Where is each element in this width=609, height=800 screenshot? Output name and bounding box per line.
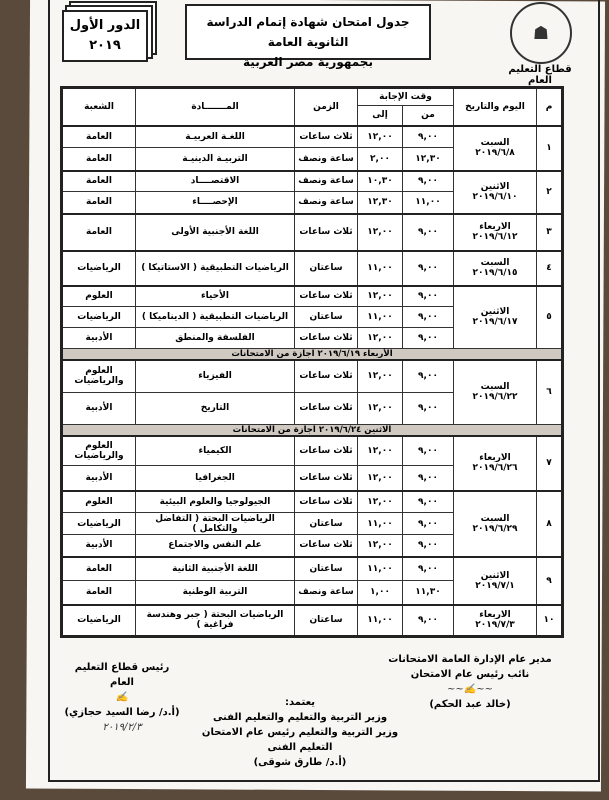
footer-signatory-left: [62, 660, 182, 735]
end-time: ١١,٠٠: [358, 251, 403, 286]
end-time: ١٠,٣٠: [358, 171, 403, 192]
start-time: ١١,٣٠: [403, 581, 454, 605]
branch: الأدبية: [62, 466, 136, 491]
duration: ثلاث ساعات: [295, 436, 358, 466]
end-time: ١٢,٠٠: [358, 360, 403, 392]
subject: الكيمياء: [136, 436, 295, 466]
minister-title: وزير التربية والتعليم والتعليم الفنى: [212, 712, 388, 723]
end-time: ١٢,٣٠: [358, 192, 403, 214]
start-time: ٩,٠٠: [403, 466, 454, 491]
exam-day: السبت: [480, 382, 510, 393]
start-time: ٩,٠٠: [403, 392, 454, 424]
duration: ساعة ونصف: [295, 581, 358, 605]
signatory-name: (خالد عبد الحكم): [429, 699, 511, 710]
exam-date: ٢٠١٩/٦/٢٢: [472, 392, 518, 403]
day-date-cell: [454, 491, 537, 557]
start-time: ٩,٠٠: [403, 286, 454, 307]
signature: ~~✍~~: [447, 684, 493, 695]
exam-date: ٢٠١٩/٦/٢٩: [472, 523, 518, 534]
signatory-subtitle: نائب رئيس عام الامتحان: [410, 669, 530, 680]
branch: العامة: [62, 581, 136, 605]
duration: ثلاث ساعات: [295, 214, 358, 251]
branch: الرياضيات: [62, 307, 136, 328]
subject: الجيولوجيا والعلوم البيئية: [136, 491, 295, 513]
subject: الأحياء: [136, 286, 295, 307]
end-time: ١٢,٠٠: [358, 214, 403, 251]
col-answer-time: وقت الإجابة: [358, 88, 454, 106]
start-time: ٩,٠٠: [403, 251, 454, 286]
exam-day: السبت: [480, 138, 510, 148]
subject: اللغة الأجنبية الثانية: [136, 557, 295, 581]
exam-day: الاثنين: [480, 307, 510, 318]
day-date-cell: [454, 557, 537, 605]
end-time: ١١,٠٠: [358, 513, 403, 535]
subject: اللغة الأجنبية الأولى: [136, 214, 295, 251]
end-time: ١٢,٠٠: [358, 436, 403, 466]
end-time: ١٢,٠٠: [358, 328, 403, 349]
day-date-cell: [454, 214, 537, 251]
subject: الفلسفة والمنطق: [136, 328, 295, 349]
subject: الاقتصــــاد: [136, 171, 295, 192]
exam-row: [62, 214, 563, 251]
duration: ثلاث ساعات: [295, 328, 358, 349]
subject: الرياضيات البحتة ( التفاضل والتكامل ): [136, 513, 295, 535]
duration: ساعتان: [295, 513, 358, 535]
approval-label: يعتمد:: [285, 697, 315, 708]
subject: الجغرافيا: [136, 466, 295, 491]
exam-row: [62, 286, 563, 307]
duration: ساعة ونصف: [295, 192, 358, 214]
exam-day: السبت: [480, 258, 510, 268]
exam-date: ٢٠١٩/٧/١: [475, 580, 515, 591]
signature: ✍: [115, 692, 129, 703]
end-time: ١٢,٠٠: [358, 535, 403, 557]
start-time: ٩,٠٠: [403, 535, 454, 557]
start-time: ٩,٠٠: [403, 307, 454, 328]
branch: العامة: [62, 214, 136, 251]
exam-day-number: ٧: [537, 436, 563, 491]
subject: التربيـة الدينيـة: [136, 148, 295, 171]
exam-round-badge: [62, 10, 148, 62]
branch: الأدبية: [62, 392, 136, 424]
exam-row: [62, 491, 563, 513]
exam-day: الاثنين: [480, 570, 510, 581]
branch: العلوم: [62, 286, 136, 307]
exam-day: الاربعاء: [479, 610, 511, 621]
day-date-cell: [454, 171, 537, 214]
exam-day-number: ٥: [537, 286, 563, 349]
signature-date: ٢٠١٩/٢/٣: [102, 722, 142, 733]
start-time: ٩,٠٠: [403, 557, 454, 581]
branch: الأدبية: [62, 328, 136, 349]
day-date-cell: [454, 126, 537, 171]
subject: الرياضيات التطبيقية ( الديناميكا ): [136, 307, 295, 328]
duration: ثلاث ساعات: [295, 535, 358, 557]
col-num: م: [537, 88, 563, 126]
end-time: ١٢,٠٠: [358, 286, 403, 307]
holiday-note: الأربعاء ٢٠١٩/٦/١٩ اجازة من الامتحانات: [62, 349, 563, 361]
exam-day-number: ٢: [537, 171, 563, 214]
day-date-cell: [454, 605, 537, 637]
end-time: ١١,٠٠: [358, 557, 403, 581]
exam-row: [62, 126, 563, 148]
start-time: ٩,٠٠: [403, 436, 454, 466]
exam-date: ٢٠١٩/٦/١٢: [472, 232, 518, 242]
round-year: ٢٠١٩: [89, 38, 121, 53]
signatory-title: رئيس قطاع التعليم العام: [74, 662, 170, 688]
start-time: ٩,٠٠: [403, 126, 454, 148]
branch: الرياضيات: [62, 605, 136, 637]
title-line-1: جدول امتحان شهادة إتمام الدراسة الثانوية العامة: [206, 15, 410, 49]
branch: العلوم والرياضيات: [62, 436, 136, 466]
exam-schedule-table: [60, 86, 564, 638]
col-branch: الشعبة: [62, 88, 136, 126]
end-time: ١٢,٠٠: [358, 491, 403, 513]
start-time: ٩,٠٠: [403, 513, 454, 535]
day-date-cell: [454, 251, 537, 286]
branch: العلوم والرياضيات: [62, 360, 136, 392]
start-time: ١١,٠٠: [403, 192, 454, 214]
branch: العامة: [62, 557, 136, 581]
exam-day-number: ٤: [537, 251, 563, 286]
exam-day-number: ١: [537, 126, 563, 171]
footer-approval: [200, 695, 400, 770]
start-time: ٩,٠٠: [403, 328, 454, 349]
branch: الرياضيات: [62, 513, 136, 535]
subject: التاريخ: [136, 392, 295, 424]
subject: علم النفس والاجتماع: [136, 535, 295, 557]
exam-date: ٢٠١٩/٦/١٧: [472, 317, 518, 328]
document-title: [185, 4, 431, 69]
exam-row: [62, 436, 563, 466]
branch: العلوم: [62, 491, 136, 513]
exam-row: [62, 605, 563, 637]
exam-day-number: ١٠: [537, 605, 563, 637]
branch: الرياضيات: [62, 251, 136, 286]
day-date-cell: [454, 436, 537, 491]
branch: الأدبية: [62, 535, 136, 557]
branch: العامة: [62, 192, 136, 214]
exam-date: ٢٠١٩/٧/٣: [475, 620, 515, 631]
exam-row: [62, 557, 563, 581]
minister-title-line3: التعليم الفنى: [267, 742, 333, 753]
minister-name: (أ.د/ طارق شوقى): [253, 757, 347, 768]
col-to: إلى: [358, 106, 403, 126]
exam-date: ٢٠١٩/٦/١٠: [472, 192, 518, 202]
duration: ثلاث ساعات: [295, 491, 358, 513]
col-subject: المـــــــادة: [136, 88, 295, 126]
start-time: ١٢,٣٠: [403, 148, 454, 171]
duration: ثلاث ساعات: [295, 392, 358, 424]
duration: ساعة ونصف: [295, 171, 358, 192]
title-line-2: بجمهورية مصر العربية: [243, 55, 373, 69]
end-time: ١١,٠٠: [358, 307, 403, 328]
exam-date: ٢٠١٩/٦/١٥: [472, 268, 518, 278]
exam-date: ٢٠١٩/٦/٨: [475, 148, 515, 158]
end-time: ١٢,٠٠: [358, 392, 403, 424]
subject: اللغـة العربيـة: [136, 126, 295, 148]
subject: الإحصــــاء: [136, 192, 295, 214]
exam-day: الاربعاء: [479, 453, 511, 463]
round-label: الدور الأول: [69, 18, 141, 33]
col-from: من: [403, 106, 454, 126]
duration: ثلاث ساعات: [295, 286, 358, 307]
col-day-date: اليوم والتاريخ: [454, 88, 537, 126]
exam-day: الاربعاء: [479, 222, 511, 232]
start-time: ٩,٠٠: [403, 605, 454, 637]
day-date-cell: [454, 286, 537, 349]
exam-day-number: ٦: [537, 360, 563, 424]
end-time: ٢,٠٠: [358, 148, 403, 171]
duration: ثلاث ساعات: [295, 466, 358, 491]
branch: العامة: [62, 126, 136, 148]
exam-day: السبت: [480, 513, 510, 524]
branch: العامة: [62, 148, 136, 171]
exam-day-number: ٩: [537, 557, 563, 605]
exam-row: [62, 171, 563, 192]
duration: ساعتان: [295, 557, 358, 581]
sector-label: قطاع التعليم العام: [508, 64, 572, 86]
duration: ساعتان: [295, 307, 358, 328]
subject: الفيزياء: [136, 360, 295, 392]
start-time: ٩,٠٠: [403, 491, 454, 513]
holiday-note: الاثنين ٢٠١٩/٦/٢٤ اجازة من الامتحانات: [62, 424, 563, 436]
exam-day-number: ٣: [537, 214, 563, 251]
duration: ساعتان: [295, 251, 358, 286]
ministry-logo: ☗: [510, 2, 572, 64]
start-time: ٩,٠٠: [403, 214, 454, 251]
holiday-row: [62, 424, 563, 436]
duration: ثلاث ساعات: [295, 126, 358, 148]
footer-signatory-right: [370, 652, 570, 712]
exam-day-number: ٨: [537, 491, 563, 557]
holiday-row: [62, 349, 563, 361]
signatory-name: (أ.د/ رضا السيد حجازي): [64, 707, 180, 718]
subject: التربية الوطنية: [136, 581, 295, 605]
start-time: ٩,٠٠: [403, 360, 454, 392]
col-duration: الزمن: [295, 88, 358, 126]
end-time: ١٢,٠٠: [358, 466, 403, 491]
day-date-cell: [454, 360, 537, 424]
end-time: ١,٠٠: [358, 581, 403, 605]
subject: الرياضيات التطبيقية ( الاستاتيكا ): [136, 251, 295, 286]
duration: ثلاث ساعات: [295, 360, 358, 392]
branch: العامة: [62, 171, 136, 192]
subject: الرياضيات البحتة ( جبر وهندسة فراغية ): [136, 605, 295, 637]
start-time: ٩,٠٠: [403, 171, 454, 192]
signatory-title: مدير عام الإدارة العامة الامتحانات: [388, 654, 552, 665]
duration: ساعتان: [295, 605, 358, 637]
exam-day: الاثنين: [480, 182, 510, 192]
end-time: ١١,٠٠: [358, 605, 403, 637]
exam-row: [62, 251, 563, 286]
minister-title-stamp: وزير التربية والتعليم رئيس عام الامتحان: [201, 727, 399, 738]
duration: ساعة ونصف: [295, 148, 358, 171]
exam-row: [62, 360, 563, 392]
exam-date: ٢٠١٩/٦/٢٦: [472, 463, 518, 473]
end-time: ١٢,٠٠: [358, 126, 403, 148]
